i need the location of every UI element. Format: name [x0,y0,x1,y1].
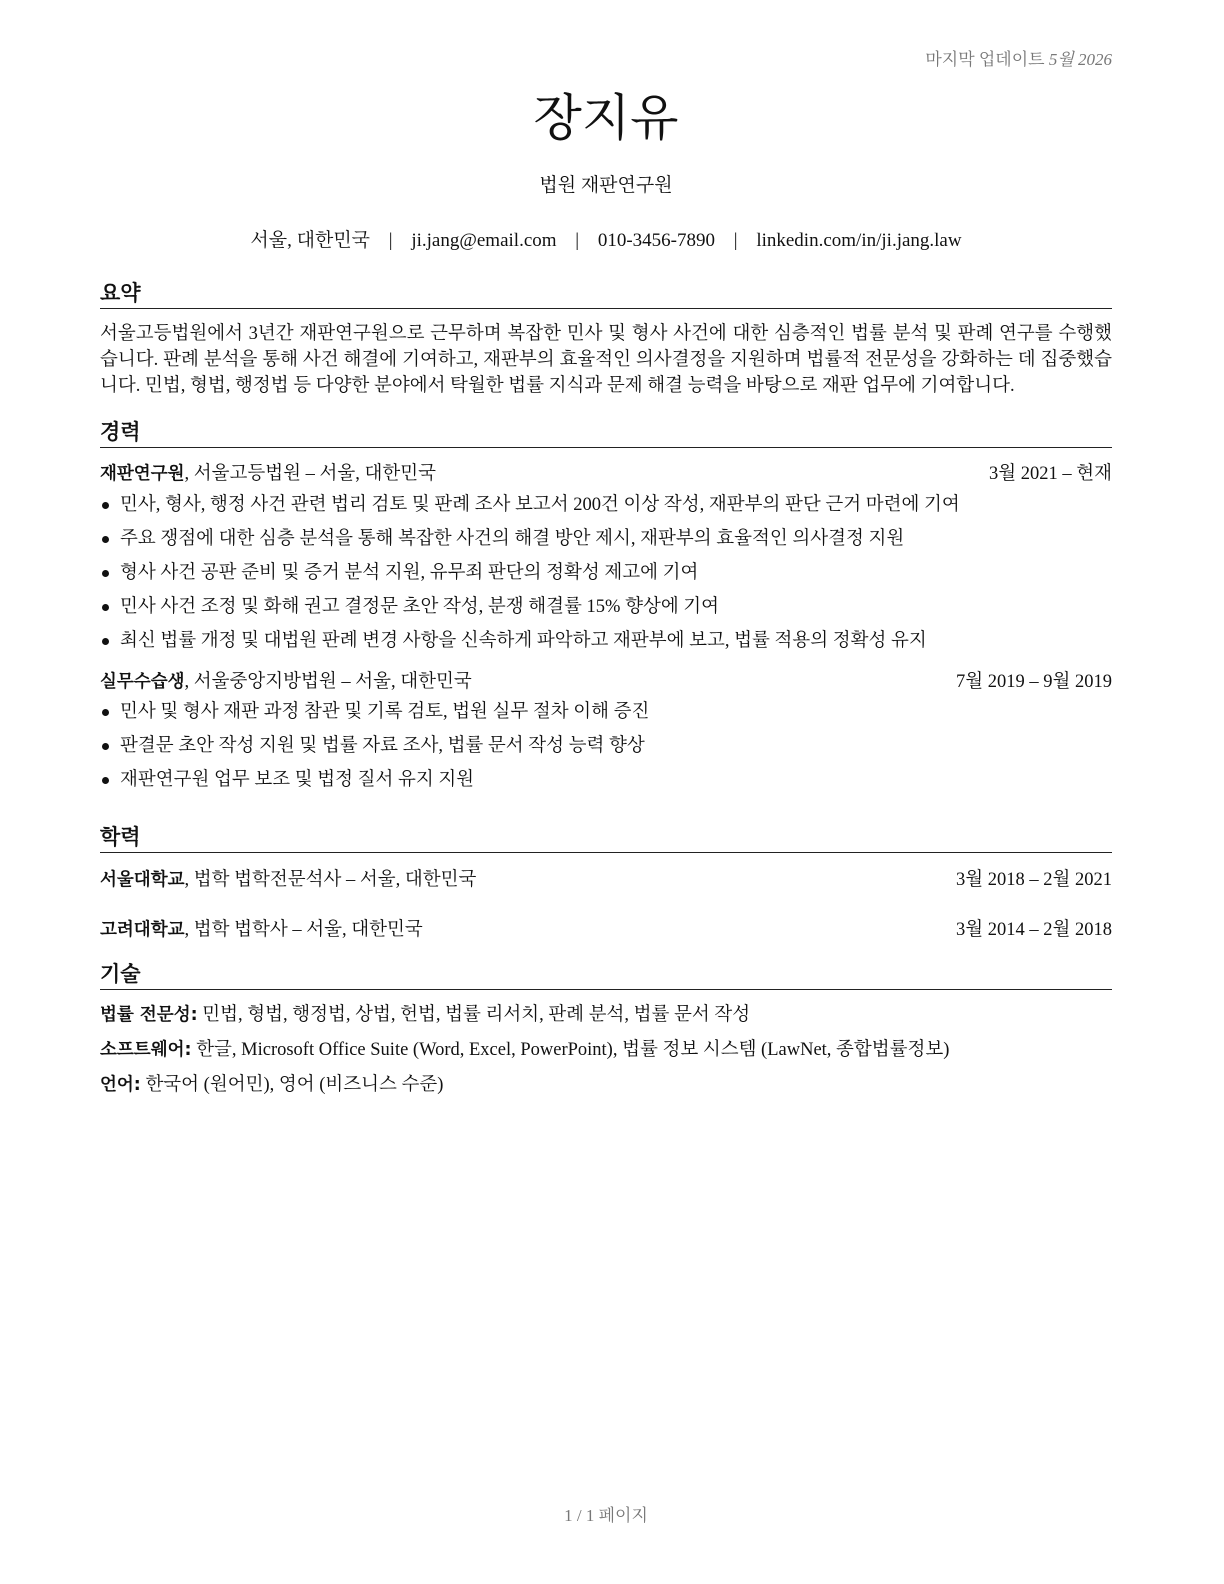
skill-row [100,998,1112,1033]
education-detail: , 법학 법학전문석사 – 서울, 대한민국 [184,870,477,890]
job-bullet: 판결문 초안 작성 지원 및 법률 자료 조사, 법률 문서 작성 능력 향상 [100,729,1112,763]
last-updated-label: 마지막 업데이트 [925,50,1045,69]
job-bullet: 민사 및 형사 재판 과정 참관 및 기록 검토, 법원 실무 절차 이해 증진 [100,695,1112,729]
job-dates: 3월 2021 – 현재 [989,464,1112,484]
skill-label: 법률 전문성: [100,1005,198,1025]
skill-value: 민법, 형법, 행정법, 상법, 헌법, 법률 리서치, 판례 분석, 법률 문서 작성 [197,1005,751,1025]
job-header [100,461,1112,487]
skill-value: 한글, Microsoft Office Suite (Word, Excel, PowerPoint), 법률 정보 시스템 (LawNet, 종합법률정보) [191,1040,950,1060]
education-school: 고려대학교 [100,920,185,940]
job-title-org [100,461,436,487]
contact-phone: 010-3456-7890 [597,230,715,251]
contact-location: 서울, 대한민국 [250,230,371,251]
education-item [100,867,1112,893]
education-heading: 학력 [100,823,1112,853]
contact-separator: | [388,230,393,251]
summary-heading: 요약 [100,279,1112,309]
skill-row [100,1068,1112,1103]
job-bullet: 최신 법률 개정 및 대법원 판례 변경 사항을 신속하게 파악하고 재판부에 보고, 법률 적용의 정확성 유지 [100,624,1112,658]
job-title-org [100,669,472,695]
job-bullet: 민사, 형사, 행정 사건 관련 법리 검토 및 판례 조사 보고서 200건 이상 작성, 재판부의 판단 근거 마련에 기여 [100,488,1112,522]
job-bullets [100,695,1112,797]
skill-label: 언어: [100,1075,141,1095]
education-item [100,917,1112,943]
contact-line [100,225,1112,252]
skills-heading: 기술 [100,960,1112,990]
contact-email[interactable]: ji.jang@email.com [411,230,557,251]
contact-linkedin[interactable]: linkedin.com/in/ji.jang.law [756,230,962,251]
job-org: , 서울고등법원 – 서울, 대한민국 [184,464,436,484]
summary-section [100,279,1112,399]
education-detail: , 법학 법학사 – 서울, 대한민국 [184,920,423,940]
job-bullets [100,488,1112,658]
job-bullet: 주요 쟁점에 대한 심층 분석을 통해 복잡한 사건의 해결 방안 제시, 재판부의 효율적인 의사결정 지원 [100,522,1112,556]
skill-value: 한국어 (원어민), 영어 (비즈니스 수준) [140,1075,444,1095]
candidate-name: 장지유 [533,90,679,146]
skill-row [100,1033,1112,1068]
experience-heading: 경력 [100,418,1112,448]
job-bullet: 형사 사건 공판 준비 및 증거 분석 지원, 유무죄 판단의 정확성 제고에 기여 [100,556,1112,590]
experience-section [100,418,1112,797]
job-title: 실무수습생 [100,672,185,692]
last-updated [925,45,1112,70]
resume-page [100,0,1112,1584]
education-section [100,823,1112,943]
education-school-detail [100,917,423,943]
job-bullet: 민사 사건 조정 및 화해 권고 결정문 초안 작성, 분쟁 해결률 15% 향상에 기여 [100,590,1112,624]
job-org: , 서울중앙지방법원 – 서울, 대한민국 [184,672,472,692]
skill-label: 소프트웨어: [100,1040,192,1060]
summary-text: 서울고등법원에서 3년간 재판연구원으로 근무하며 복잡한 민사 및 형사 사건에 대한 심층적인 법률 분석 및 판례 연구를 수행했습니다. 판례 분석을 통해 사건 해결에 기여하고, 재판부의 효율적인 의사결정을 지원하며 법률적 전문성을 강화하는 데 집중했습니다. 민법, 형법, 행정법 등 다양한 분야에서 탁월한 법률 지식과 문제 해결 능력을 바탕으로 재판 업무에 기여합니다. [100,324,1112,396]
job-title: 재판연구원 [100,464,185,484]
job-header [100,669,1112,695]
page-number: 1 / 1 페이지 [564,1506,648,1525]
education-dates: 3월 2014 – 2월 2018 [956,920,1112,940]
contact-separator: | [575,230,580,251]
candidate-title: 법원 재판연구원 [539,175,673,196]
last-updated-date: 5월 2026 [1048,50,1112,69]
skills-list [100,998,1112,1103]
education-school: 서울대학교 [100,870,185,890]
skills-section [100,960,1112,1103]
contact-separator: | [733,230,738,251]
education-dates: 3월 2018 – 2월 2021 [956,870,1112,890]
job-dates: 7월 2019 – 9월 2019 [956,672,1112,692]
education-school-detail [100,867,476,893]
job-bullet: 재판연구원 업무 보조 및 법정 질서 유지 지원 [100,763,1112,797]
